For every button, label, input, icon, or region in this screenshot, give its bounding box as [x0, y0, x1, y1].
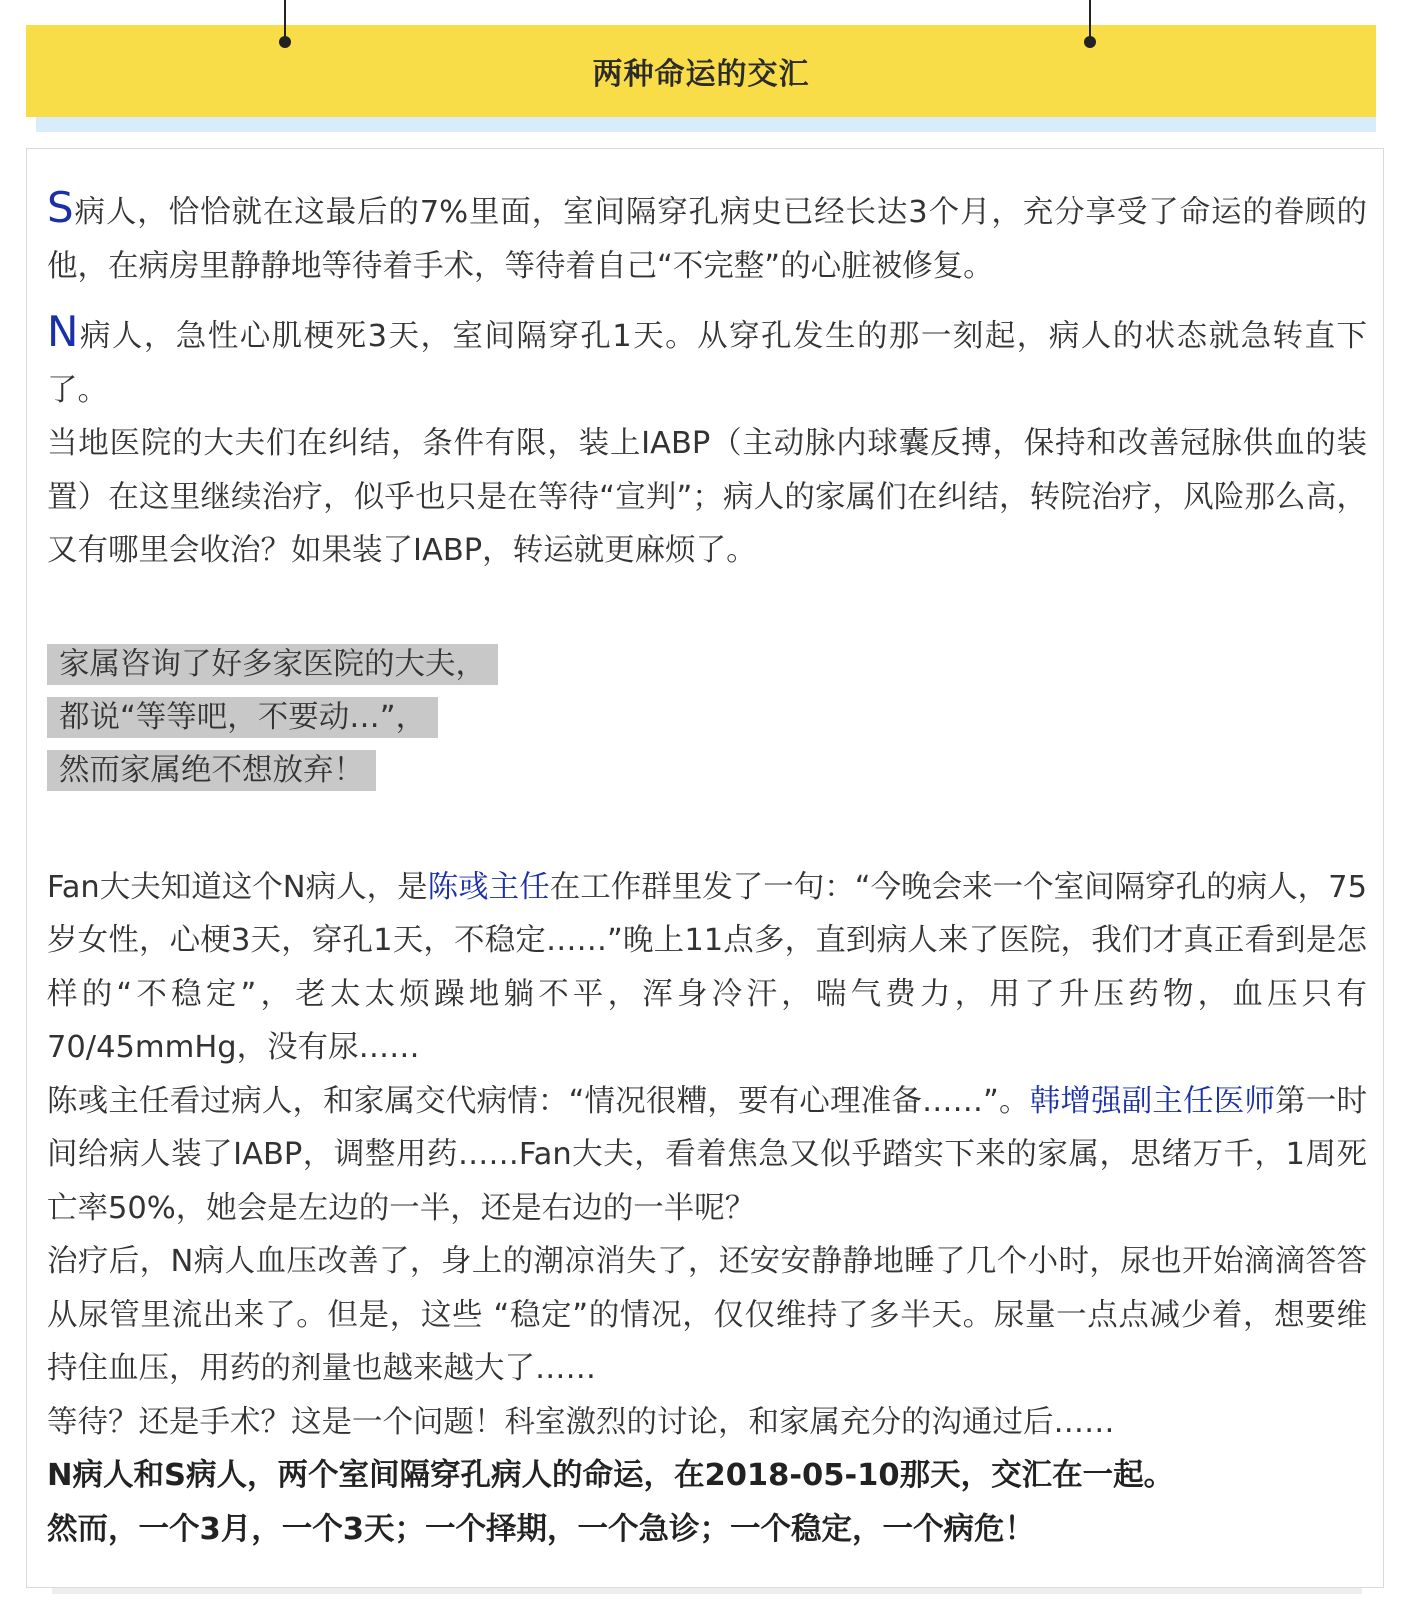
link-chen-yu[interactable]: 陈彧主任: [427, 869, 550, 905]
fan-text-post: 在工作群里发了一句：“今晚会来一个室间隔穿孔的病人，75岁女性，心梗3天，穿孔1天，不稳定……”晚上11点多，直到病人来了医院，我们才真正看到是怎样的“不稳定”，老太太烦躁地躺不平，浑身冷汗，喘气费力，用了升压药物，血压只有70/45mmHg，没有尿……: [47, 869, 1367, 1065]
paragraph-bold-conclusion-2: 然而，一个3月，一个3天；一个择期，一个急诊；一个稳定，一个病危！: [47, 1511, 1035, 1547]
quote-line-1: 家属咨询了好多家医院的大夫，: [47, 644, 498, 685]
paragraph-treatment: 治疗后，N病人血压改善了，身上的潮凉消失了，还安安静静地睡了几个小时，尿也开始滴滴答答从尿管里流出来了。但是，这些 “稳定”的情况，仅仅维持了多半天。尿量一点点减少着，想要维持住血压，用药的剂量也越来越大了……: [47, 1244, 1367, 1386]
section-banner: [26, 25, 1376, 117]
paragraph-s-patient: [47, 181, 1367, 293]
section-title: 两种命运的交汇: [592, 57, 810, 92]
pin-line-right: [1089, 0, 1091, 40]
paragraph-n-text: 病人，急性心肌梗死3天，室间隔穿孔1天。从穿孔发生的那一刻起，病人的状态就急转直下了。: [47, 319, 1367, 408]
pin-dot-left: [279, 36, 291, 48]
drop-letter-n: N: [47, 307, 79, 356]
paragraph-n-patient: [47, 305, 1367, 417]
highlight-quote: [47, 638, 1367, 797]
article-card: [26, 148, 1384, 1588]
paragraph-s-text: 病人，恰恰就在这最后的7%里面，室间隔穿孔病史已经长达3个月，充分享受了命运的眷顾的他，在病房里静静地等待着手术，等待着自己“不完整”的心脏被修复。: [47, 195, 1367, 284]
quote-line-2: 都说“等等吧，不要动…”，: [47, 697, 438, 738]
paragraph-fan-doctor: [47, 861, 1367, 1075]
pin-line-left: [284, 0, 286, 40]
fan-text-pre: Fan大夫知道这个N病人，是: [47, 869, 428, 905]
quote-line-3: 然而家属绝不想放弃！: [47, 750, 376, 791]
paragraph-bold-conclusion-1: N病人和S病人，两个室间隔穿孔病人的命运，在2018-05-10那天，交汇在一起。: [47, 1458, 1175, 1493]
card-shadow: [52, 1588, 1362, 1594]
link-han-zengqiang[interactable]: 韩增强副主任医师: [1029, 1083, 1276, 1119]
drop-letter-s: S: [47, 183, 74, 232]
paragraph-local-hospital: 当地医院的大夫们在纠结，条件有限，装上IABP（主动脉内球囊反搏，保持和改善冠脉供血的装置）在这里继续治疗，似乎也只是在等待“宣判”；病人的家属们在纠结，转院治疗，风险那么高，又有哪里会收治？如果装了IABP，转运就更麻烦了。: [47, 426, 1367, 568]
paragraph-question: 等待？还是手术？这是一个问题！科室激烈的讨论，和家属充分的沟通过后……: [47, 1404, 1115, 1440]
pin-dot-right: [1084, 36, 1096, 48]
paragraph-chen-yu: [47, 1075, 1367, 1236]
chen-text-post: 第一时间给病人装了IABP，调整用药……Fan大夫，看着焦急又似乎踏实下来的家属，思绪万千，1周死亡率50%，她会是左边的一半，还是右边的一半呢？: [47, 1083, 1368, 1226]
article-content: [47, 181, 1367, 1556]
chen-text-pre: 陈彧主任看过病人，和家属交代病情：“情况很糟，要有心理准备……”。: [47, 1083, 1030, 1119]
